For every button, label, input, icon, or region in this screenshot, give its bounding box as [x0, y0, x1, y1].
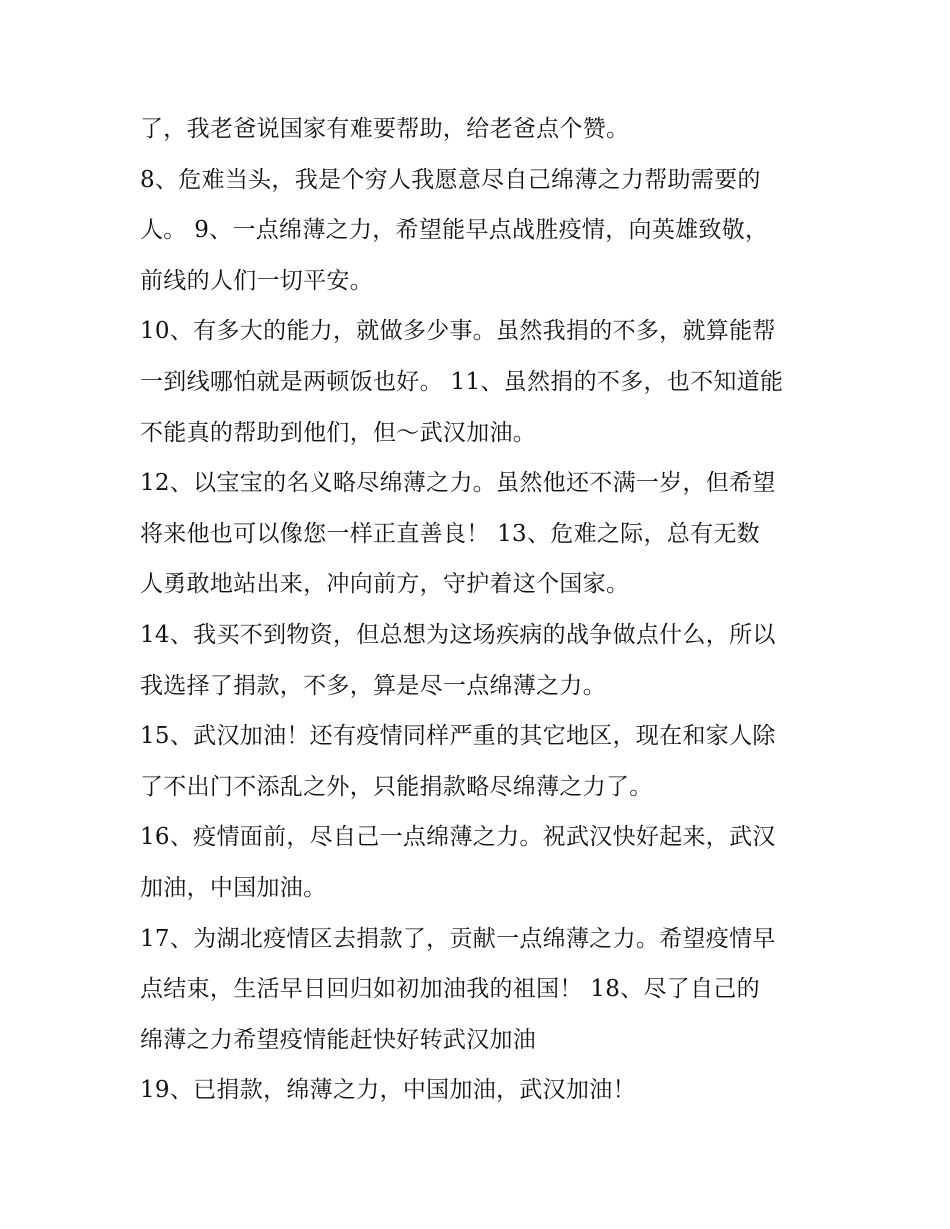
text-line: 了，我老爸说国家有难要帮助，给老爸点个赞。 — [140, 116, 630, 142]
text-line: 前线的人们一切平安。 — [140, 267, 373, 294]
text-line: 我选择了捐款，不多，算是尽一点绵薄之力。 — [140, 672, 606, 699]
text-line: 14、我买不到物资，但总想为这场疾病的战争做点什么，所以 — [140, 621, 776, 648]
text-line: 加油，中国加油。 — [140, 874, 327, 901]
document-body — [140, 104, 820, 1116]
text-line: 人勇敢地站出来，冲向前方，守护着这个国家。 — [140, 571, 630, 598]
text-line: 12、以宝宝的名义略尽绵薄之力。虽然他还不满一岁，但希望 — [140, 470, 776, 497]
text-line: 10、有多大的能力，就做多少事。虽然我捐的不多，就算能帮 — [140, 318, 776, 345]
text-line: 一到线哪怕就是两顿饭也好。 11、虽然捐的不多，也不知道能 — [140, 368, 784, 395]
text-line: 了不出门不添乱之外，只能捐款略尽绵薄之力了。 — [140, 773, 653, 800]
text-line: 将来他也可以像您一样正直善良！ 13、危难之际，总有无数 — [140, 520, 760, 547]
text-line: 不能真的帮助到他们，但～武汉加油。 — [140, 419, 537, 446]
text-line: 人。 9、一点绵薄之力，希望能早点战胜疫情，向英雄致敬， — [140, 217, 769, 244]
text-line: 19、已捐款，绵薄之力，中国加油，武汉加油！ — [140, 1077, 636, 1104]
text-line: 17、为湖北疫情区去捐款了，贡献一点绵薄之力。希望疫情早 — [140, 925, 776, 952]
text-line: 8、危难当头，我是个穷人我愿意尽自己绵薄之力帮助需要的 — [140, 166, 761, 193]
text-line: 15、武汉加油！还有疫情同样严重的其它地区，现在和家人除 — [140, 723, 776, 750]
text-line: 16、疫情面前，尽自己一点绵薄之力。祝武汉快好起来，武汉 — [140, 824, 776, 851]
text-line: 绵薄之力希望疫情能赶快好转武汉加油 — [140, 1026, 537, 1053]
text-line: 点结束，生活早日回归如初加油我的祖国！ 18、尽了自己的 — [140, 976, 760, 1003]
